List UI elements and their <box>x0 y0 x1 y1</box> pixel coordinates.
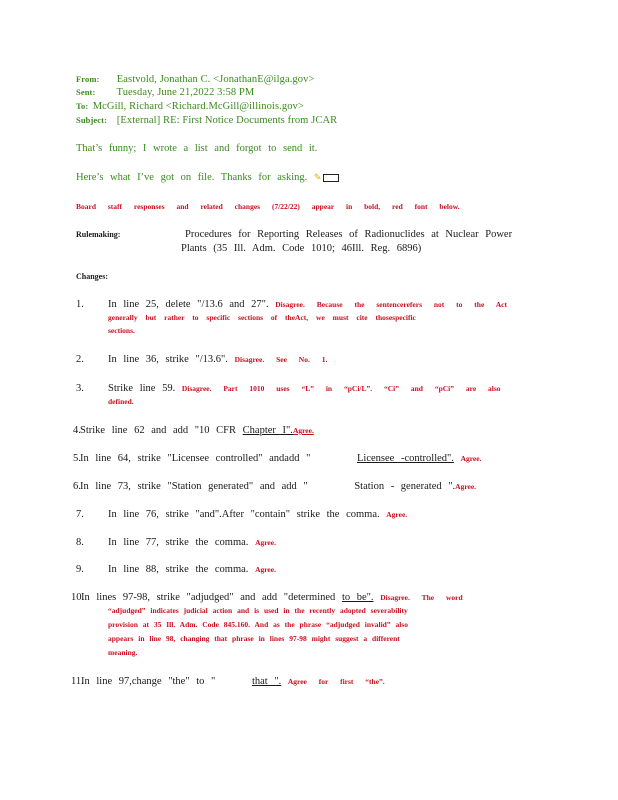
item-response-line: meaning. <box>108 648 138 657</box>
sparkle-icon: ✎ <box>313 172 322 182</box>
rulemaking-label: Rulemaking: <box>76 230 121 239</box>
item-number: 9. <box>76 564 84 575</box>
item-number: 6. <box>73 481 81 492</box>
item-text-main: Strike line 62 and add "10 CFR <box>80 425 237 436</box>
item-text <box>108 354 327 365</box>
email-line-2-text: Here’s what I’ve got on file. Thanks for asking. <box>76 172 308 183</box>
item-text <box>81 592 463 603</box>
item-number: 7. <box>76 509 84 520</box>
item-text-underlined: Station - generated ". <box>354 481 456 492</box>
item-response: Disagree. See No. 1. <box>234 355 328 364</box>
sent-label: Sent: <box>76 87 96 97</box>
item-number: 8. <box>76 537 84 548</box>
item-text-underlined: that ". <box>251 676 282 687</box>
email-line-2 <box>76 172 339 183</box>
from-row <box>76 74 315 85</box>
item-text <box>108 299 507 310</box>
changes-label: Changes: <box>76 272 109 281</box>
item-number: 1. <box>76 299 84 310</box>
item-number: 11. <box>71 676 84 687</box>
subject-label: Subject: <box>76 115 108 125</box>
item-text <box>108 537 276 548</box>
item-number: 3. <box>76 383 84 394</box>
item-text <box>108 383 501 394</box>
item-response-line: provision at 35 Ill. Adm. Code 845.160. And as the phrase “adjudged invalid” also <box>108 620 408 629</box>
item-text-main: In line 88, strike the comma. <box>108 564 249 575</box>
item-response: Disagree. Part 1010 uses “L” in “pCi/L”. “Ci” and “pCi” are also <box>181 384 501 393</box>
item-response-line: appears in line 98, changing that phrase in lines 97-98 might suggest a different <box>108 634 400 643</box>
subject-row <box>76 115 337 126</box>
to-label: To: <box>76 101 89 111</box>
item-response: Agree. <box>255 565 276 574</box>
item-text-main: In line 36, strike "/13.6". <box>108 354 228 365</box>
item-text-main: In line 73, strike "Station generated" and add " <box>80 481 308 492</box>
item-text-main: In lines 97-98, strike "adjudged" and add "determined <box>81 592 336 603</box>
item-response-line: defined. <box>108 397 134 406</box>
item-text-main: In line 97,change "the" to " <box>81 676 216 687</box>
item-number: 10. <box>71 592 85 603</box>
from-label: From: <box>76 74 100 84</box>
item-text-main: Strike line 59. <box>108 383 176 394</box>
item-text <box>81 676 385 687</box>
sent-row <box>76 87 254 98</box>
item-response: Disagree. Because the sentencerefers not to the Act <box>275 300 507 309</box>
item-response-line: generally but rather to specific sections of theAct, we must cite thosespecific <box>108 313 416 322</box>
item-response-line: “adjudged” indicates judicial action and is used in the recently adopted severability <box>108 606 408 615</box>
item-text <box>80 481 476 492</box>
item-response: Agree. <box>292 426 314 435</box>
item-text-underlined: Chapter I". <box>242 425 293 436</box>
email-line-1: That’s funny; I wrote a list and forgot to send it. <box>76 143 318 154</box>
item-text <box>108 564 276 575</box>
item-response: Agree. <box>386 510 408 519</box>
from-value: Eastvold, Jonathan C. <JonathanE@ilga.gov> <box>116 74 315 85</box>
item-response: Agree for first “the”. <box>287 677 385 686</box>
item-number: 5. <box>73 453 81 464</box>
item-number: 2. <box>76 354 84 365</box>
item-response-line: sections. <box>108 326 135 335</box>
rulemaking-title-1: Procedures for Reporting Releases of Radionuclides at Nuclear Power <box>185 229 513 240</box>
item-text-main: In line 76, strike "and".After "contain" strike the comma. <box>108 509 380 520</box>
item-text <box>80 453 481 464</box>
item-text <box>108 509 407 520</box>
to-value: McGill, Richard <Richard.McGill@illinois.gov> <box>92 101 304 112</box>
sent-value: Tuesday, June 21,2022 3:58 PM <box>116 87 255 98</box>
item-response: Disagree. The word <box>380 593 463 602</box>
box-icon <box>323 174 339 182</box>
item-response: Agree. <box>455 482 477 491</box>
item-text <box>80 425 314 436</box>
item-text-underlined: Licensee -controlled". <box>357 453 454 464</box>
item-response: Agree. <box>255 538 276 547</box>
item-text-main: In line 77, strike the comma. <box>108 537 249 548</box>
item-response: Agree. <box>460 454 482 463</box>
board-note: Board staff responses and related changes (7/22/22) appear in bold, red font below. <box>76 202 460 211</box>
to-row <box>76 101 304 112</box>
item-number: 4. <box>73 425 81 436</box>
item-text-underlined: to be". <box>341 592 374 603</box>
rulemaking-title-2: Plants (35 Ill. Adm. Code 1010; 46Ill. Reg. 6896) <box>181 243 422 254</box>
item-text-main: In line 64, strike "Licensee controlled" andadd " <box>80 453 311 464</box>
subject-value: [External] RE: First Notice Documents from JCAR <box>116 115 338 126</box>
item-text-main: In line 25, delete "/13.6 and 27". <box>108 299 269 310</box>
